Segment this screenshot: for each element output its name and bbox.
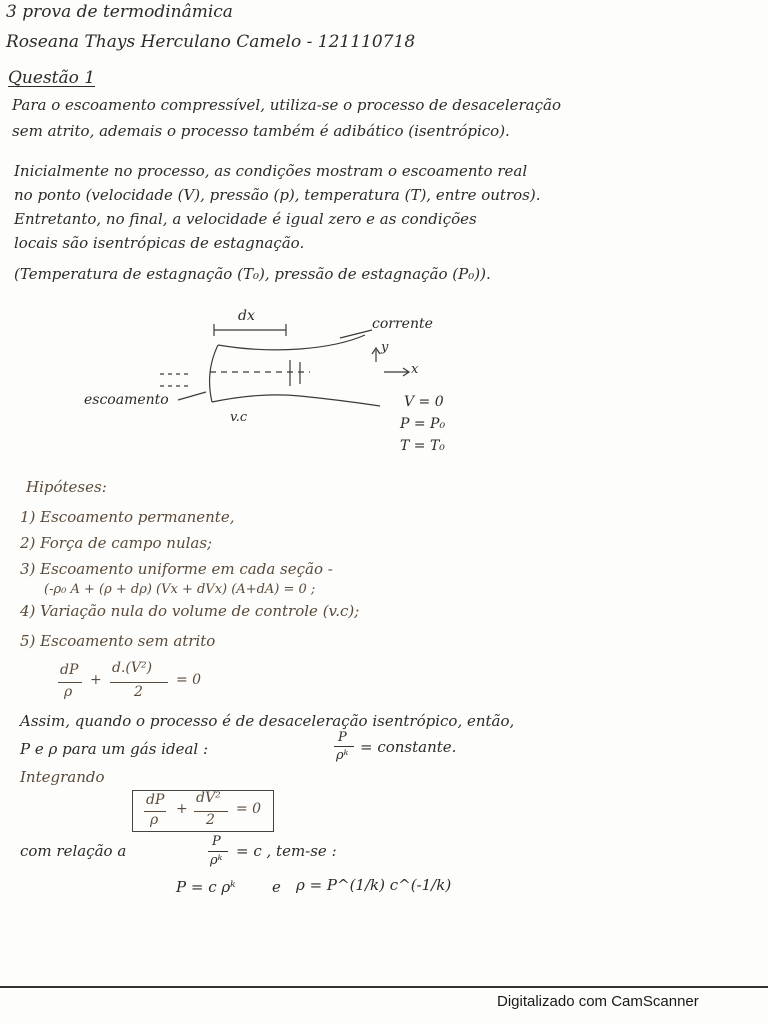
- assim-line-2: P e ρ para um gás ideal :: [20, 740, 209, 758]
- hipotese-1: 1) Escoamento permanente,: [20, 508, 235, 526]
- relacao-prefix: com relação a: [20, 842, 127, 860]
- hipotese-5: 5) Escoamento sem atrito: [20, 632, 216, 650]
- hipotese-3: 3) Escoamento uniforme em cada seção -: [20, 560, 333, 578]
- assim-line-1: Assim, quando o processo é de desaceleração isentrópico, então,: [20, 712, 515, 730]
- eq1-plus: +: [90, 672, 102, 688]
- boxed-den-left: ρ: [150, 812, 159, 828]
- final-eq-mid: e: [272, 878, 281, 896]
- eq1-bar-left: [58, 682, 82, 683]
- hipotese-3-equation: (-ρ₀ A + (ρ + dρ) (Vx + dVx) (A+dA) = 0 ;: [44, 582, 316, 597]
- assim-rhs: = constante.: [360, 738, 457, 756]
- y-axis-label: y: [381, 340, 389, 355]
- relacao-frac-den: ρᵏ: [210, 853, 223, 868]
- hipotese-4: 4) Variação nula do volume de controle (v.c);: [20, 602, 360, 620]
- assim-frac-den: ρᵏ: [336, 748, 349, 763]
- corrente-label: corrente: [372, 316, 433, 332]
- intro-line-4: no ponto (velocidade (V), pressão (p), temperatura (T), entre outros).: [14, 186, 541, 204]
- x-axis-label: x: [411, 362, 419, 377]
- intro-line-5: Entretanto, no final, a velocidade é igual zero e as condições: [14, 210, 477, 228]
- escoamento-label: escoamento: [84, 392, 169, 408]
- eq1-den-right: 2: [134, 684, 143, 700]
- dx-label: dx: [238, 308, 255, 324]
- eq1-num-left: dP: [60, 662, 79, 678]
- integrando-label: Integrando: [20, 768, 105, 786]
- page-title: 3 prova de termodinâmica: [6, 2, 233, 22]
- final-eq-left: P = c ρᵏ: [176, 878, 236, 896]
- boxed-plus: +: [176, 801, 188, 817]
- temperature-stagnation: T = T₀: [400, 438, 445, 454]
- hipotese-2: 2) Força de campo nulas;: [20, 534, 213, 552]
- relacao-suffix: = c , tem-se :: [236, 842, 337, 860]
- relacao-frac-num: P: [212, 834, 221, 849]
- boxed-num-right: dV²: [196, 790, 221, 806]
- question-heading: Questão 1: [8, 68, 96, 88]
- pressure-stagnation: P = P₀: [400, 416, 446, 432]
- author-line: Roseana Thays Herculano Camelo - 121110718: [6, 32, 416, 52]
- control-volume-label: v.c: [230, 410, 248, 425]
- assim-frac-bar: [334, 746, 354, 747]
- boxed-rhs: = 0: [236, 801, 262, 817]
- intro-line-6: locais são isentrópicas de estagnação.: [14, 234, 305, 252]
- intro-line-1: Para o escoamento compressível, utiliza-se o processo de desaceleração: [12, 96, 561, 114]
- page-bottom-edge: [0, 986, 768, 988]
- hipoteses-heading: Hipóteses:: [26, 478, 107, 496]
- intro-line-2: sem atrito, ademais o processo também é adibático (isentrópico).: [12, 122, 510, 140]
- boxed-num-left: dP: [146, 792, 165, 808]
- relacao-frac-bar: [208, 851, 228, 852]
- eq1-bar-right: [110, 682, 168, 683]
- velocity-zero: V = 0: [404, 394, 444, 410]
- intro-line-3: Inicialmente no processo, as condições mostram o escoamento real: [14, 162, 528, 180]
- boxed-den-right: 2: [206, 812, 215, 828]
- assim-frac-num: P: [338, 730, 347, 745]
- camscanner-watermark: Digitalizado com CamScanner: [497, 993, 699, 1010]
- intro-line-7: (Temperatura de estagnação (T₀), pressão de estagnação (P₀)).: [14, 265, 491, 283]
- eq1-rhs: = 0: [176, 672, 202, 688]
- eq1-num-right: d.(V²): [112, 660, 153, 676]
- eq1-den-left: ρ: [64, 684, 73, 700]
- final-eq-right: ρ = P^(1/k) c^(-1/k): [296, 876, 452, 894]
